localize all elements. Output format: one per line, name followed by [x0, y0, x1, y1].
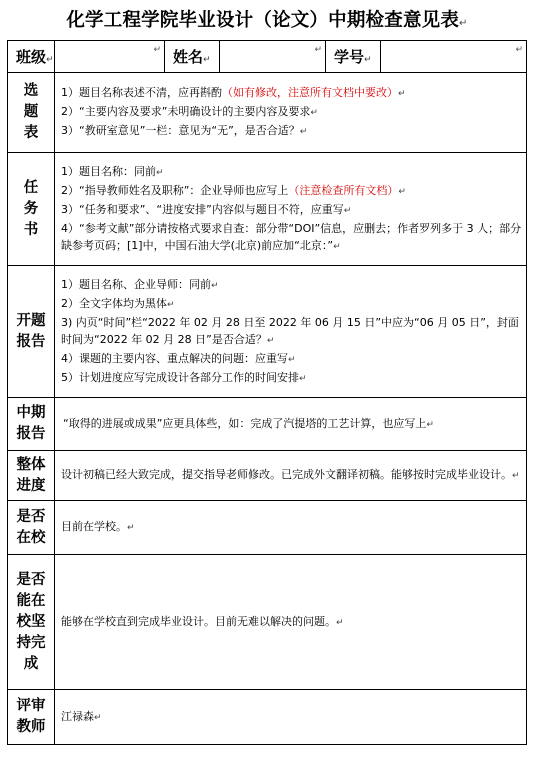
- midterm-report-content: “取得的进展或成果”应更具体些，如：完成了汽提塔的工艺计算，也应写上↵: [55, 398, 527, 451]
- name-label: 姓名: [173, 48, 204, 66]
- reviewer-name: 江禄森: [61, 709, 94, 723]
- list-item: 1）题目名称、企业导师：同前↵: [61, 277, 219, 291]
- can-finish-row: [8, 555, 527, 690]
- class-value-cell[interactable]: ↵: [55, 41, 165, 73]
- task-book-row: [8, 153, 527, 266]
- list-item: 1）题目名称表述不清，应再斟酌（如有修改，注意所有文档中要改）↵: [61, 86, 406, 99]
- list-item: 4）“参考文献”部分请按格式要求自查：部分带“DOI”信息，应删去；作者罗列多于 3 人；部分缺参考页码；[1]中，中国石油大学(北京)前应加“北京：”↵: [61, 221, 522, 252]
- overall-progress-label: 整体 进度: [8, 451, 55, 501]
- list-item: 3) 内页“时间”栏“2022 年 02 月 28 日至 2022 年 06 月 15 日”中应为“06 月 05 日”，封面时间为“2022 年 02 月 28 日”是否合适？↵: [61, 315, 519, 346]
- at-school-label: 是否 在校: [8, 501, 55, 555]
- page-title-text: 化学工程学院毕业设计（论文）中期检查意见表: [66, 10, 460, 31]
- at-school-row: [8, 501, 527, 555]
- opening-report-content: [55, 266, 527, 398]
- reviewer-label: 评审 教师: [8, 690, 55, 745]
- student-id-label-cell: 学号↵: [326, 41, 381, 73]
- review-form-table: [7, 40, 527, 745]
- student-id-value-cell[interactable]: ↵: [381, 41, 527, 73]
- list-item: 1）题目名称：同前↵: [61, 164, 164, 178]
- topic-table-content: [55, 73, 527, 153]
- opening-report-row: [8, 266, 527, 398]
- name-label-cell: 姓名↵: [165, 41, 220, 73]
- list-item: 2）“指导教师姓名及职称”：企业导师也应写上（注意检查所有文档）↵: [61, 183, 406, 197]
- overall-progress-row: [8, 451, 527, 501]
- topic-table-label: 选 题 表: [8, 73, 55, 153]
- class-label-cell: 班级↵: [8, 41, 55, 73]
- reviewer-row: [8, 690, 527, 745]
- list-item: 2）“主要内容及要求”未明确设计的主要内容及要求↵: [61, 105, 318, 118]
- paragraph-mark-icon: ↵: [459, 18, 468, 29]
- midterm-report-row: [8, 398, 527, 451]
- can-finish-label: 是否 能在 校坚 持完 成: [8, 555, 55, 690]
- list-item: 5）计划进度应写完成设计各部分工作的时间安排↵: [61, 370, 307, 384]
- at-school-content: 目前在学校。↵: [55, 501, 527, 555]
- task-book-content: [55, 153, 527, 266]
- task-book-label: 任 务 书: [8, 153, 55, 266]
- opening-report-label: 开题 报告: [8, 266, 55, 398]
- student-id-label: 学号: [334, 48, 365, 66]
- midterm-report-label: 中期 报告: [8, 398, 55, 451]
- topic-table-row: [8, 73, 527, 153]
- name-value-cell[interactable]: ↵: [220, 41, 326, 73]
- overall-progress-content: 设计初稿已经大致完成，提交指导老师修改。已完成外文翻译初稿。能够按时完成毕业设计。↵: [55, 451, 527, 501]
- class-label: 班级: [16, 48, 47, 66]
- list-item: 2）全文字体均为黑体↵: [61, 296, 175, 310]
- header-row: [8, 41, 527, 73]
- list-item: 3）“教研室意见”一栏：意见为“无”，是否合适？↵: [61, 124, 308, 137]
- page-title: [0, 6, 534, 32]
- list-item: 4）课题的主要内容、重点解决的问题：应重写↵: [61, 351, 296, 365]
- reviewer-content: 江禄森↵: [55, 690, 527, 745]
- list-item: 3）“任务和要求”、“进度安排”内容似与题目不符，应重写↵: [61, 202, 352, 216]
- can-finish-content: 能够在学校直到完成毕业设计。目前无难以解决的问题。↵: [55, 555, 527, 690]
